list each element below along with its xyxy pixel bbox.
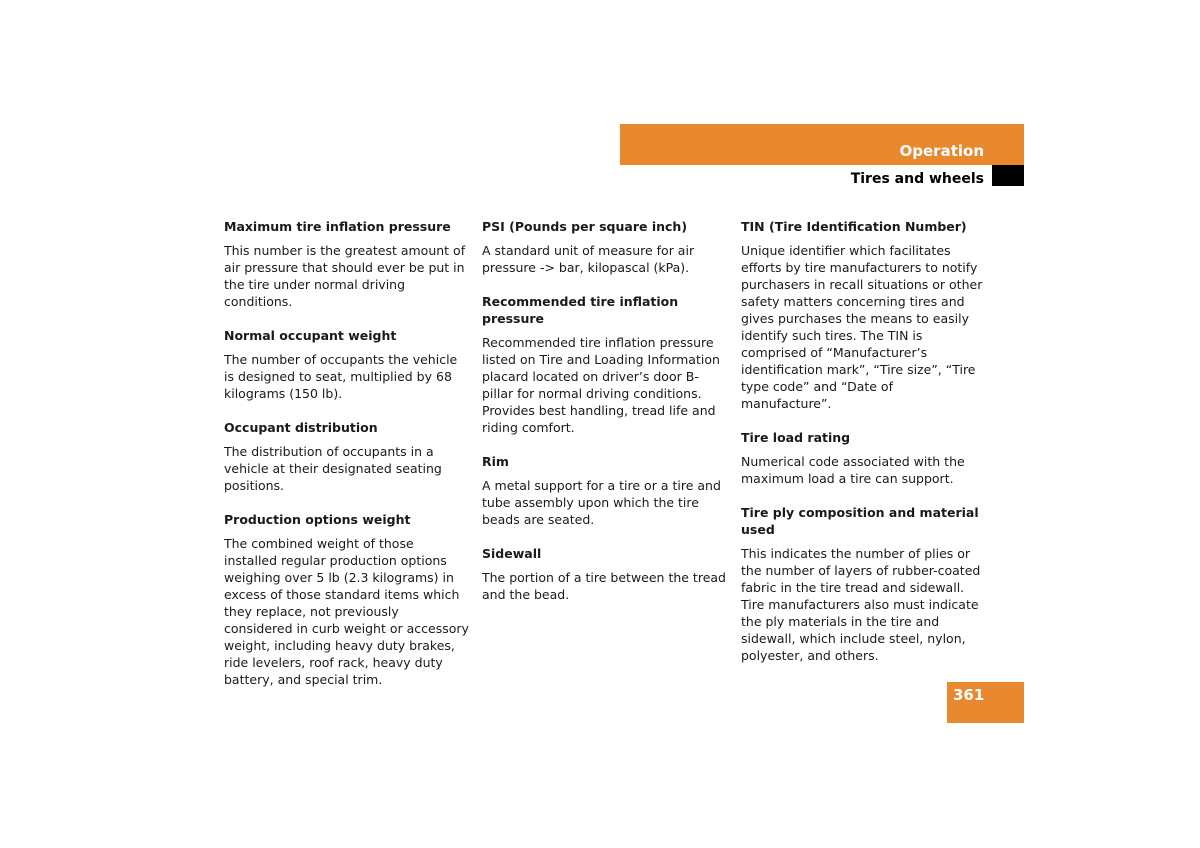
entry — [482, 218, 727, 276]
page-number: 361 — [953, 686, 985, 704]
column-2 — [482, 218, 727, 620]
column-1 — [224, 218, 469, 705]
entry-term: TIN (Tire Identification Number) — [741, 219, 967, 234]
entry-description: The portion of a tire between the tread and the bead. — [482, 570, 726, 602]
entry-description: The number of occupants the vehicle is designed to seat, multiplied by 68 kilograms (150 lb). — [224, 352, 458, 401]
subsection-title: Tires and wheels — [850, 171, 984, 187]
entry-description: Numerical code associated with the maximum load a tire can support. — [741, 454, 965, 486]
entry-description: A standard unit of measure for air pressure -> bar, kilopascal (kPa). — [482, 243, 695, 275]
section-marker — [992, 165, 1024, 186]
entry-term: Recommended tire inflation pressure — [482, 294, 679, 326]
entry — [741, 429, 986, 487]
entry-term: Tire load rating — [741, 430, 851, 445]
entry-description: This indicates the number of plies or the number of layers of rubber-coated fabric in the tire tread and sidewall. Tire manufacturers also must indicate the ply materials in the tire and sidewall, which include steel, nylon, polyester, and others. — [741, 546, 981, 663]
entry-term: PSI (Pounds per square inch) — [482, 219, 688, 234]
entry-term: Sidewall — [482, 546, 542, 561]
entry-term: Normal occupant weight — [224, 328, 397, 343]
entry-term: Maximum tire inflation pressure — [224, 219, 451, 234]
entry — [741, 504, 986, 664]
entry — [224, 327, 469, 402]
section-title: Operation — [899, 142, 984, 160]
entry-description: The combined weight of those installed regular production options weighing over 5 lb (2.3 kilograms) in excess of those standard items which they replace, not previously considered in curb weight or accessory weight, including heavy duty brakes, ride levelers, roof rack, heavy duty battery, and special trim. — [224, 536, 469, 687]
entry-term: Tire ply composition and material used — [741, 505, 979, 537]
entry — [224, 218, 469, 310]
entry — [224, 511, 469, 688]
entry-term: Occupant distribution — [224, 420, 378, 435]
entry-description: A metal support for a tire or a tire and tube assembly upon which the tire beads are seated. — [482, 478, 721, 527]
entry — [482, 545, 727, 603]
column-3 — [741, 218, 986, 681]
entry-term: Production options weight — [224, 512, 411, 527]
entry — [482, 453, 727, 528]
entry-description: The distribution of occupants in a vehicle at their designated seating positions. — [224, 444, 442, 493]
entry-description: Unique identifier which facilitates efforts by tire manufacturers to notify purchasers in recall situations or other safety matters concerning tires and gives purchases the means to easily identify such tires. The TIN is comprised of “Manufacturer’s identification mark”, “Tire size”, “Tire type code” and “Date of manufacture”. — [741, 243, 983, 411]
entry — [224, 419, 469, 494]
entry-term: Rim — [482, 454, 509, 469]
entry-description: This number is the greatest amount of air pressure that should ever be put in the tire under normal driving conditions. — [224, 243, 466, 309]
entry-description: Recommended tire inflation pressure listed on Tire and Loading Information placard located on driver’s door B-pillar for normal driving conditions. Provides best handling, tread life and riding comfort. — [482, 335, 720, 435]
entry — [741, 218, 986, 412]
entry — [482, 293, 727, 436]
